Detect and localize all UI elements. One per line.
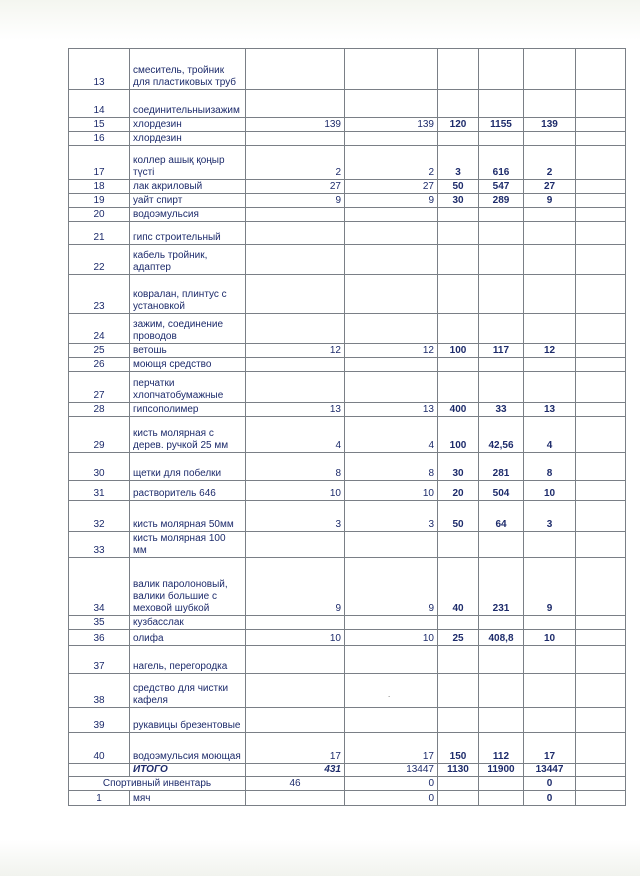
empty-cell (576, 208, 626, 222)
empty-cell (576, 314, 626, 344)
table-row (69, 708, 626, 733)
table-row (69, 403, 626, 417)
balance-cell: 9 (524, 558, 576, 616)
total-sum: 11900 (479, 764, 524, 777)
qty-cell (246, 208, 345, 222)
row-number: 15 (69, 118, 130, 132)
item-name: моющя средство (130, 358, 246, 372)
empty-cell (246, 791, 345, 806)
empty-cell (576, 616, 626, 630)
row-number: 37 (69, 646, 130, 674)
balance-cell: 13 (524, 403, 576, 417)
item-name: лак акриловый (130, 180, 246, 194)
empty-cell (576, 245, 626, 275)
table-row (69, 49, 626, 90)
row-number: 20 (69, 208, 130, 222)
row-number: 21 (69, 222, 130, 245)
table-row (69, 180, 626, 194)
amount-cell: 9 (345, 194, 438, 208)
price-cell: 150 (438, 733, 479, 764)
qty-cell (246, 372, 345, 403)
empty-cell (576, 777, 626, 791)
amount-cell (345, 49, 438, 90)
amount-cell (345, 208, 438, 222)
qty-cell: 4 (246, 417, 345, 453)
row-number: 19 (69, 194, 130, 208)
price-cell (438, 646, 479, 674)
table-row (69, 764, 626, 777)
table-row (69, 532, 626, 558)
row-number: 36 (69, 630, 130, 646)
item-name: кузбасслак (130, 616, 246, 630)
row-number: 31 (69, 481, 130, 501)
qty-cell (246, 222, 345, 245)
price-cell: 40 (438, 558, 479, 616)
sum-cell (479, 532, 524, 558)
qty-cell: 10 (246, 481, 345, 501)
sum-cell (479, 90, 524, 118)
price-cell: 100 (438, 344, 479, 358)
item-name: кабель тройник, адаптер (130, 245, 246, 275)
sum-cell (479, 132, 524, 146)
total-balance: 13447 (524, 764, 576, 777)
sum-cell (479, 208, 524, 222)
sum-cell (479, 275, 524, 314)
amount-cell (345, 275, 438, 314)
sum-cell (479, 674, 524, 708)
amount-cell: 13 (345, 403, 438, 417)
item-name: нагель, перегородка (130, 646, 246, 674)
amount-cell (345, 358, 438, 372)
item-name: олифа (130, 630, 246, 646)
item-name: хлордезин (130, 118, 246, 132)
amount-cell (345, 674, 438, 708)
table-row (69, 481, 626, 501)
row-number: 22 (69, 245, 130, 275)
amount-cell: 139 (345, 118, 438, 132)
sum-cell (479, 646, 524, 674)
table-row (69, 630, 626, 646)
balance-cell: 0 (524, 791, 576, 806)
empty-cell (576, 222, 626, 245)
price-cell (438, 49, 479, 90)
table-row (69, 90, 626, 118)
sum-cell: 33 (479, 403, 524, 417)
sum-cell (479, 49, 524, 90)
item-name: коллер ашық қоңыр түсті (130, 146, 246, 180)
table-row (69, 453, 626, 481)
item-name: кисть молярная 100 мм (130, 532, 246, 558)
sum-cell (479, 616, 524, 630)
empty-cell (576, 372, 626, 403)
amount-cell (345, 132, 438, 146)
balance-cell: 2 (524, 146, 576, 180)
table-row (69, 791, 626, 806)
section-amount: 0 (345, 777, 438, 791)
balance-cell: 3 (524, 501, 576, 532)
price-cell: 400 (438, 403, 479, 417)
price-cell (438, 275, 479, 314)
qty-cell: 10 (246, 630, 345, 646)
sum-cell: 504 (479, 481, 524, 501)
item-name: зажим, соединение проводов (130, 314, 246, 344)
qty-cell (246, 646, 345, 674)
table-row (69, 245, 626, 275)
empty-cell (576, 358, 626, 372)
price-cell: 30 (438, 194, 479, 208)
row-number: 39 (69, 708, 130, 733)
row-number: 24 (69, 314, 130, 344)
empty-cell (576, 90, 626, 118)
price-cell (438, 532, 479, 558)
balance-cell (524, 245, 576, 275)
empty-cell (576, 194, 626, 208)
item-name: уайт спирт (130, 194, 246, 208)
amount-cell: 4 (345, 417, 438, 453)
balance-cell: 4 (524, 417, 576, 453)
amount-cell (345, 708, 438, 733)
table-row (69, 222, 626, 245)
section-balance: 0 (524, 777, 576, 791)
amount-cell (345, 90, 438, 118)
item-name: смеситель, тройник для пластиковых труб (130, 49, 246, 90)
empty-cell (576, 453, 626, 481)
balance-cell: 10 (524, 481, 576, 501)
item-name: щетки для побелки (130, 453, 246, 481)
row-number (69, 764, 130, 777)
price-cell: 50 (438, 180, 479, 194)
item-name: растворитель 646 (130, 481, 246, 501)
empty-cell (438, 791, 479, 806)
row-number: 28 (69, 403, 130, 417)
section-label: Спортивный инвентарь (69, 777, 246, 791)
sum-cell: 281 (479, 453, 524, 481)
row-number: 17 (69, 146, 130, 180)
amount-cell: 3 (345, 501, 438, 532)
balance-cell (524, 358, 576, 372)
price-cell: 100 (438, 417, 479, 453)
item-name: кисть молярная 50мм (130, 501, 246, 532)
empty-cell (576, 501, 626, 532)
sum-cell: 408,8 (479, 630, 524, 646)
qty-cell: 3 (246, 501, 345, 532)
balance-cell (524, 90, 576, 118)
price-cell (438, 674, 479, 708)
table-row (69, 358, 626, 372)
sum-cell: 1155 (479, 118, 524, 132)
row-number: 29 (69, 417, 130, 453)
row-number: 35 (69, 616, 130, 630)
sum-cell: 64 (479, 501, 524, 532)
price-cell (438, 372, 479, 403)
price-cell (438, 222, 479, 245)
qty-cell: 13 (246, 403, 345, 417)
empty-cell (576, 630, 626, 646)
table-row (69, 118, 626, 132)
row-number: 27 (69, 372, 130, 403)
balance-cell: 27 (524, 180, 576, 194)
table-body (69, 49, 626, 806)
amount-cell (345, 532, 438, 558)
total-label: ИТОГО (130, 764, 246, 777)
amount-cell: 10 (345, 481, 438, 501)
qty-cell: 9 (246, 558, 345, 616)
item-name: валик паролоновый, валики большие с меховой шубкой (130, 558, 246, 616)
row-number: 33 (69, 532, 130, 558)
item-name: рукавицы брезентовые (130, 708, 246, 733)
table-row (69, 501, 626, 532)
balance-cell: 17 (524, 733, 576, 764)
empty-cell (576, 708, 626, 733)
empty-cell (576, 791, 626, 806)
amount-cell: 9 (345, 558, 438, 616)
price-cell (438, 358, 479, 372)
item-name: гипс строительный (130, 222, 246, 245)
price-cell (438, 208, 479, 222)
item-name: ковралан, плинтус с установкой (130, 275, 246, 314)
qty-cell: 9 (246, 194, 345, 208)
qty-cell: 27 (246, 180, 345, 194)
amount-cell (345, 646, 438, 674)
row-number: 16 (69, 132, 130, 146)
qty-cell (246, 132, 345, 146)
price-cell (438, 90, 479, 118)
price-cell (438, 245, 479, 275)
sum-cell: 117 (479, 344, 524, 358)
table-row (69, 275, 626, 314)
qty-cell: 17 (246, 733, 345, 764)
item-name: средство для чистки кафеля (130, 674, 246, 708)
sum-cell: 289 (479, 194, 524, 208)
empty-cell (479, 791, 524, 806)
row-number: 38 (69, 674, 130, 708)
table-row (69, 674, 626, 708)
price-cell: 20 (438, 481, 479, 501)
amount-cell: 17 (345, 733, 438, 764)
table-row (69, 777, 626, 791)
item-name: водоэмульсия (130, 208, 246, 222)
amount-cell: 12 (345, 344, 438, 358)
table-row (69, 372, 626, 403)
item-name: хлордезин (130, 132, 246, 146)
item-name: соединительныизажим (130, 90, 246, 118)
sum-cell: 616 (479, 146, 524, 180)
table-row (69, 616, 626, 630)
qty-cell (246, 90, 345, 118)
amount-cell: 2 (345, 146, 438, 180)
row-number: 25 (69, 344, 130, 358)
empty-cell (576, 532, 626, 558)
row-number: 13 (69, 49, 130, 90)
qty-cell (246, 708, 345, 733)
table-row (69, 146, 626, 180)
row-number: 40 (69, 733, 130, 764)
qty-cell: 12 (246, 344, 345, 358)
row-number: 30 (69, 453, 130, 481)
table-row (69, 132, 626, 146)
item-name: водоэмульсия моющая (130, 733, 246, 764)
amount-cell: 0 (345, 791, 438, 806)
amount-cell (345, 314, 438, 344)
sum-cell: 547 (479, 180, 524, 194)
empty-cell (576, 146, 626, 180)
balance-cell (524, 275, 576, 314)
row-number: 1 (69, 791, 130, 806)
sum-cell (479, 372, 524, 403)
row-number: 23 (69, 275, 130, 314)
price-cell: 3 (438, 146, 479, 180)
qty-cell (246, 358, 345, 372)
price-cell (438, 314, 479, 344)
balance-cell: 8 (524, 453, 576, 481)
balance-cell (524, 372, 576, 403)
row-number: 14 (69, 90, 130, 118)
amount-cell: 10 (345, 630, 438, 646)
stray-mark: . (388, 690, 391, 699)
sum-cell (479, 708, 524, 733)
balance-cell (524, 674, 576, 708)
balance-cell (524, 708, 576, 733)
qty-cell (246, 532, 345, 558)
row-number: 34 (69, 558, 130, 616)
balance-cell: 12 (524, 344, 576, 358)
empty-cell (576, 417, 626, 453)
sum-cell: 231 (479, 558, 524, 616)
item-name: гипсополимер (130, 403, 246, 417)
price-cell (438, 616, 479, 630)
balance-cell (524, 314, 576, 344)
empty-cell (479, 777, 524, 791)
empty-cell (576, 403, 626, 417)
amount-cell (345, 372, 438, 403)
amount-cell: 27 (345, 180, 438, 194)
balance-cell (524, 616, 576, 630)
total-qty: 431 (246, 764, 345, 777)
table-row (69, 208, 626, 222)
balance-cell (524, 532, 576, 558)
empty-cell (576, 180, 626, 194)
balance-cell (524, 646, 576, 674)
balance-cell (524, 208, 576, 222)
table-row (69, 733, 626, 764)
sum-cell: 112 (479, 733, 524, 764)
empty-cell (576, 481, 626, 501)
sum-cell: 42,56 (479, 417, 524, 453)
empty-cell (576, 733, 626, 764)
qty-cell (246, 49, 345, 90)
table-row (69, 194, 626, 208)
balance-cell (524, 222, 576, 245)
qty-cell: 2 (246, 146, 345, 180)
row-number: 18 (69, 180, 130, 194)
empty-cell (576, 344, 626, 358)
item-name: ветошь (130, 344, 246, 358)
empty-cell (576, 118, 626, 132)
empty-cell (576, 49, 626, 90)
sum-cell (479, 314, 524, 344)
empty-cell (576, 132, 626, 146)
qty-cell: 8 (246, 453, 345, 481)
qty-cell (246, 275, 345, 314)
table-row (69, 314, 626, 344)
balance-cell: 9 (524, 194, 576, 208)
price-cell: 30 (438, 453, 479, 481)
table-row (69, 558, 626, 616)
empty-cell (576, 558, 626, 616)
balance-cell: 139 (524, 118, 576, 132)
empty-cell (438, 777, 479, 791)
sum-cell (479, 245, 524, 275)
total-price: 1130 (438, 764, 479, 777)
qty-cell (246, 314, 345, 344)
amount-cell: 8 (345, 453, 438, 481)
balance-cell (524, 49, 576, 90)
empty-cell (576, 764, 626, 777)
total-amount: 13447 (345, 764, 438, 777)
table-row (69, 646, 626, 674)
empty-cell (576, 674, 626, 708)
qty-cell (246, 674, 345, 708)
table-row (69, 344, 626, 358)
section-qty: 46 (246, 777, 345, 791)
amount-cell (345, 616, 438, 630)
balance-cell (524, 132, 576, 146)
qty-cell (246, 616, 345, 630)
qty-cell (246, 245, 345, 275)
qty-cell: 139 (246, 118, 345, 132)
price-cell (438, 132, 479, 146)
row-number: 26 (69, 358, 130, 372)
price-cell: 50 (438, 501, 479, 532)
sum-cell (479, 358, 524, 372)
amount-cell (345, 245, 438, 275)
sum-cell (479, 222, 524, 245)
item-name: перчатки хлопчатобумажные (130, 372, 246, 403)
balance-cell: 10 (524, 630, 576, 646)
empty-cell (576, 646, 626, 674)
table-row (69, 417, 626, 453)
empty-cell (576, 275, 626, 314)
item-name: кисть молярная с дерев. ручкой 25 мм (130, 417, 246, 453)
item-name: мяч (130, 791, 246, 806)
price-cell: 120 (438, 118, 479, 132)
price-cell (438, 708, 479, 733)
price-cell: 25 (438, 630, 479, 646)
row-number: 32 (69, 501, 130, 532)
inventory-table (68, 48, 626, 806)
amount-cell (345, 222, 438, 245)
